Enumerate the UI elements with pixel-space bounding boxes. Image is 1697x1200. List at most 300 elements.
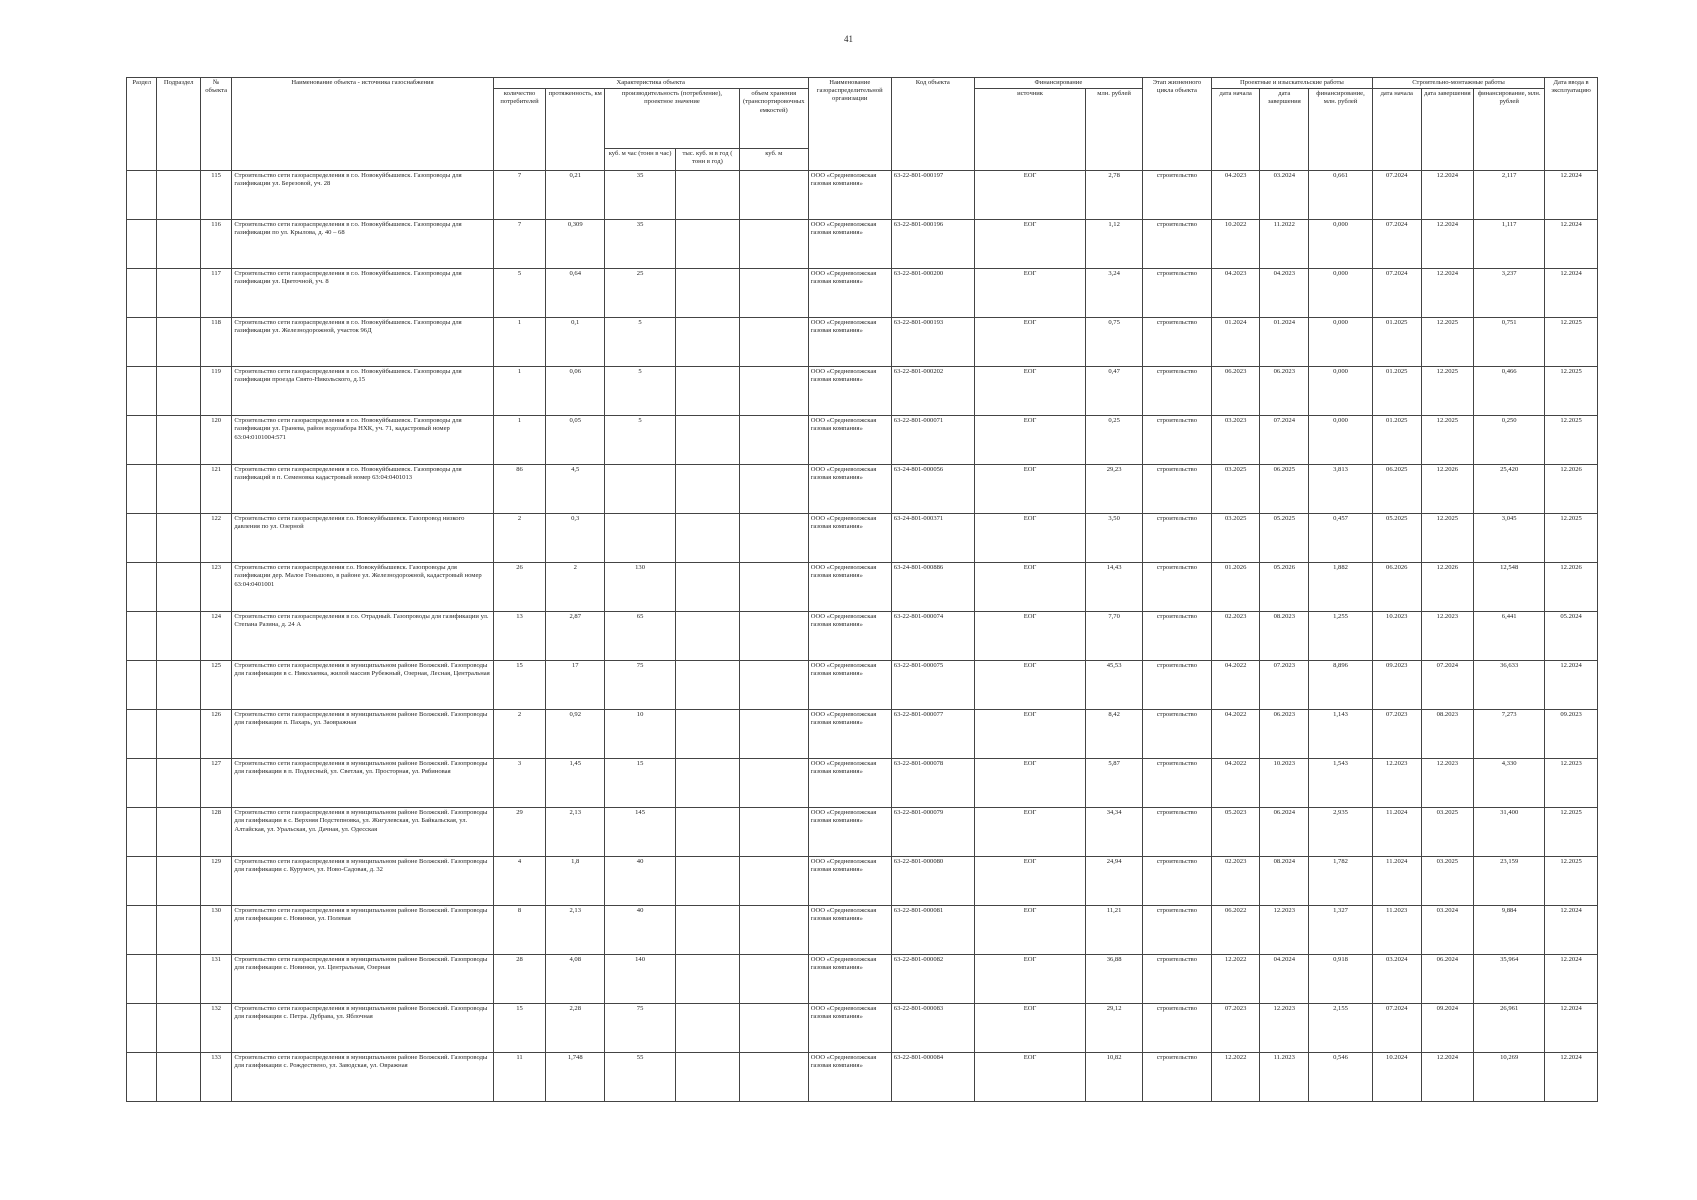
cell-construction-end: 07.2024 xyxy=(1421,661,1474,710)
cell-object-code: 63-24-801-000371 xyxy=(891,514,974,563)
cell-design-start: 01.2024 xyxy=(1211,318,1260,367)
header-length: протяженность, км xyxy=(546,89,605,171)
cell-commission-date: 12.2025 xyxy=(1545,416,1598,465)
cell-length: 0,06 xyxy=(546,367,605,416)
cell-design-end: 06.2025 xyxy=(1260,465,1309,514)
cell-object-name: Строительство сети газораспределения в муниципальном районе Волжский. Газопроводы для газификации в с. Верхняя Подстепновка, ул. Жигулевская, ул. Байкальская, ул. Алтайская, ул. Уральская, ул. Дачная, ул. Одесская xyxy=(232,808,493,857)
header-design-end: дата завершения xyxy=(1260,89,1309,171)
cell-podrazdel xyxy=(157,220,201,269)
cell-podrazdel xyxy=(157,416,201,465)
header-lifecycle-stage: Этап жизненного цикла объекта xyxy=(1142,78,1211,171)
cell-productivity-hour: 55 xyxy=(605,1053,676,1102)
cell-consumers: 2 xyxy=(493,514,546,563)
header-fin-source: источник xyxy=(974,89,1085,171)
cell-razdel xyxy=(127,1004,157,1053)
cell-fin-source: ЕОГ xyxy=(974,367,1085,416)
cell-productivity-year xyxy=(676,563,740,612)
cell-construction-start: 06.2026 xyxy=(1372,563,1421,612)
cell-object-code: 63-22-801-000196 xyxy=(891,220,974,269)
header-unit-hour: куб. м час (тонн в час) xyxy=(605,149,676,171)
cell-commission-date: 12.2024 xyxy=(1545,269,1598,318)
cell-podrazdel xyxy=(157,563,201,612)
cell-construction-start: 05.2025 xyxy=(1372,514,1421,563)
cell-storage xyxy=(739,612,808,661)
cell-productivity-year xyxy=(676,514,740,563)
cell-construction-fin: 36,633 xyxy=(1474,661,1545,710)
cell-commission-date: 12.2026 xyxy=(1545,465,1598,514)
cell-length: 2,87 xyxy=(546,612,605,661)
cell-lifecycle-stage: строительство xyxy=(1142,318,1211,367)
cell-construction-end: 03.2025 xyxy=(1421,857,1474,906)
cell-object-name: Строительство сети газораспределения в муниципальном районе Волжский. Газопроводы для газификации с. Новинки, ул. Центральная, Озерная xyxy=(232,955,493,1004)
cell-design-fin: 8,896 xyxy=(1309,661,1373,710)
gas-objects-table xyxy=(126,77,1598,1102)
cell-construction-fin: 10,269 xyxy=(1474,1053,1545,1102)
cell-fin-source: ЕОГ xyxy=(974,318,1085,367)
cell-length: 0,309 xyxy=(546,220,605,269)
cell-design-start: 06.2022 xyxy=(1211,906,1260,955)
cell-design-end: 05.2026 xyxy=(1260,563,1309,612)
header-razdel: Раздел xyxy=(127,78,157,171)
cell-productivity-hour: 140 xyxy=(605,955,676,1004)
header-consumers: количество потребителей xyxy=(493,89,546,171)
cell-productivity-hour: 65 xyxy=(605,612,676,661)
cell-object-number: 120 xyxy=(200,416,231,465)
cell-podrazdel xyxy=(157,661,201,710)
cell-productivity-hour: 145 xyxy=(605,808,676,857)
header-construction-start: дата начала xyxy=(1372,89,1421,171)
cell-productivity-year xyxy=(676,955,740,1004)
cell-length: 2,13 xyxy=(546,808,605,857)
header-object-code: Код объекта xyxy=(891,78,974,171)
cell-storage xyxy=(739,1004,808,1053)
cell-object-code: 63-22-801-000081 xyxy=(891,906,974,955)
cell-commission-date: 12.2024 xyxy=(1545,1053,1598,1102)
cell-design-end: 10.2023 xyxy=(1260,759,1309,808)
cell-lifecycle-stage: строительство xyxy=(1142,710,1211,759)
cell-design-end: 06.2023 xyxy=(1260,710,1309,759)
cell-object-name: Строительство сети газораспределения в г.о. Новокуйбышевск. Газопроводы для газификаций в п. Семеновка кадастровый номер 63:04:0401013 xyxy=(232,465,493,514)
cell-construction-fin: 9,884 xyxy=(1474,906,1545,955)
cell-razdel xyxy=(127,857,157,906)
cell-podrazdel xyxy=(157,1004,201,1053)
cell-productivity-year xyxy=(676,710,740,759)
cell-design-fin: 0,000 xyxy=(1309,220,1373,269)
cell-object-number: 130 xyxy=(200,906,231,955)
cell-design-start: 04.2022 xyxy=(1211,661,1260,710)
cell-razdel xyxy=(127,612,157,661)
cell-design-fin: 1,255 xyxy=(1309,612,1373,661)
cell-productivity-year xyxy=(676,808,740,857)
cell-design-end: 05.2025 xyxy=(1260,514,1309,563)
cell-fin-amount: 14,43 xyxy=(1086,563,1143,612)
cell-construction-end: 12.2025 xyxy=(1421,318,1474,367)
cell-length: 17 xyxy=(546,661,605,710)
cell-organization: ООО «Средневолжская газовая компания» xyxy=(808,563,891,612)
cell-podrazdel xyxy=(157,367,201,416)
table-row xyxy=(127,759,1598,808)
cell-length: 0,64 xyxy=(546,269,605,318)
cell-razdel xyxy=(127,465,157,514)
cell-razdel xyxy=(127,808,157,857)
cell-consumers: 5 xyxy=(493,269,546,318)
cell-construction-fin: 3,045 xyxy=(1474,514,1545,563)
cell-commission-date: 12.2025 xyxy=(1545,514,1598,563)
table-row xyxy=(127,906,1598,955)
cell-productivity-year xyxy=(676,906,740,955)
cell-construction-start: 01.2025 xyxy=(1372,318,1421,367)
cell-object-code: 63-22-801-000084 xyxy=(891,1053,974,1102)
cell-organization: ООО «Средневолжская газовая компания» xyxy=(808,465,891,514)
cell-construction-fin: 0,466 xyxy=(1474,367,1545,416)
cell-construction-start: 06.2025 xyxy=(1372,465,1421,514)
cell-construction-fin: 3,237 xyxy=(1474,269,1545,318)
cell-fin-source: ЕОГ xyxy=(974,465,1085,514)
table-row xyxy=(127,318,1598,367)
cell-commission-date: 12.2024 xyxy=(1545,220,1598,269)
cell-storage xyxy=(739,759,808,808)
cell-design-start: 07.2023 xyxy=(1211,1004,1260,1053)
table-row xyxy=(127,1053,1598,1102)
cell-productivity-hour: 40 xyxy=(605,906,676,955)
cell-lifecycle-stage: строительство xyxy=(1142,1053,1211,1102)
cell-consumers: 86 xyxy=(493,465,546,514)
cell-object-code: 63-22-801-000079 xyxy=(891,808,974,857)
cell-razdel xyxy=(127,416,157,465)
cell-organization: ООО «Средневолжская газовая компания» xyxy=(808,612,891,661)
cell-construction-start: 07.2023 xyxy=(1372,710,1421,759)
cell-storage xyxy=(739,220,808,269)
cell-consumers: 11 xyxy=(493,1053,546,1102)
cell-fin-amount: 0,25 xyxy=(1086,416,1143,465)
cell-design-start: 12.2022 xyxy=(1211,1053,1260,1102)
cell-design-end: 11.2022 xyxy=(1260,220,1309,269)
table-row xyxy=(127,710,1598,759)
cell-object-number: 125 xyxy=(200,661,231,710)
page-number: 41 xyxy=(844,34,853,44)
header-construction-fin: финансирование, млн. рублей xyxy=(1474,89,1545,171)
cell-length: 0,3 xyxy=(546,514,605,563)
table-row xyxy=(127,367,1598,416)
cell-storage xyxy=(739,318,808,367)
cell-storage xyxy=(739,1053,808,1102)
cell-productivity-year xyxy=(676,220,740,269)
cell-fin-source: ЕОГ xyxy=(974,759,1085,808)
cell-object-code: 63-22-801-000083 xyxy=(891,1004,974,1053)
cell-construction-start: 12.2023 xyxy=(1372,759,1421,808)
cell-podrazdel xyxy=(157,171,201,220)
cell-fin-source: ЕОГ xyxy=(974,171,1085,220)
cell-design-end: 12.2023 xyxy=(1260,1004,1309,1053)
cell-fin-amount: 1,12 xyxy=(1086,220,1143,269)
cell-object-number: 115 xyxy=(200,171,231,220)
table-row xyxy=(127,220,1598,269)
cell-construction-end: 12.2023 xyxy=(1421,759,1474,808)
cell-design-fin: 0,457 xyxy=(1309,514,1373,563)
cell-fin-amount: 10,82 xyxy=(1086,1053,1143,1102)
cell-design-fin: 3,813 xyxy=(1309,465,1373,514)
table-row xyxy=(127,857,1598,906)
cell-lifecycle-stage: строительство xyxy=(1142,220,1211,269)
cell-object-code: 63-22-801-000078 xyxy=(891,759,974,808)
cell-length: 1,748 xyxy=(546,1053,605,1102)
cell-construction-fin: 0,250 xyxy=(1474,416,1545,465)
cell-object-name: Строительство сети газораспределения в г.о. Новокуйбышевск. Газопроводы для газификации по ул. Крылова, д. 40 – 68 xyxy=(232,220,493,269)
cell-design-fin: 0,000 xyxy=(1309,416,1373,465)
cell-object-number: 131 xyxy=(200,955,231,1004)
cell-construction-end: 12.2025 xyxy=(1421,514,1474,563)
cell-design-end: 03.2024 xyxy=(1260,171,1309,220)
cell-productivity-year xyxy=(676,318,740,367)
cell-object-code: 63-22-801-000071 xyxy=(891,416,974,465)
cell-design-fin: 1,543 xyxy=(1309,759,1373,808)
cell-storage xyxy=(739,416,808,465)
cell-design-start: 12.2022 xyxy=(1211,955,1260,1004)
cell-construction-start: 11.2024 xyxy=(1372,808,1421,857)
cell-productivity-year xyxy=(676,269,740,318)
cell-object-code: 63-22-801-000080 xyxy=(891,857,974,906)
cell-productivity-hour: 5 xyxy=(605,318,676,367)
cell-construction-fin: 1,117 xyxy=(1474,220,1545,269)
header-object-number: № объекта xyxy=(200,78,231,171)
cell-productivity-hour: 10 xyxy=(605,710,676,759)
cell-fin-amount: 29,23 xyxy=(1086,465,1143,514)
cell-consumers: 28 xyxy=(493,955,546,1004)
table-row xyxy=(127,416,1598,465)
cell-productivity-hour: 15 xyxy=(605,759,676,808)
cell-design-end: 01.2024 xyxy=(1260,318,1309,367)
cell-productivity-hour: 25 xyxy=(605,269,676,318)
cell-productivity-year xyxy=(676,759,740,808)
cell-length: 4,5 xyxy=(546,465,605,514)
cell-organization: ООО «Средневолжская газовая компания» xyxy=(808,955,891,1004)
cell-object-code: 63-22-801-000193 xyxy=(891,318,974,367)
cell-lifecycle-stage: строительство xyxy=(1142,1004,1211,1053)
cell-object-code: 63-22-801-000197 xyxy=(891,171,974,220)
header-commission-date: Дата ввода в эксплуатацию xyxy=(1545,78,1598,171)
table-body xyxy=(127,171,1598,1102)
cell-fin-amount: 34,34 xyxy=(1086,808,1143,857)
cell-design-start: 10.2022 xyxy=(1211,220,1260,269)
cell-podrazdel xyxy=(157,759,201,808)
cell-lifecycle-stage: строительство xyxy=(1142,857,1211,906)
cell-podrazdel xyxy=(157,465,201,514)
cell-consumers: 3 xyxy=(493,759,546,808)
cell-consumers: 7 xyxy=(493,220,546,269)
cell-consumers: 15 xyxy=(493,1004,546,1053)
cell-object-name: Строительство сети газораспределения в г.о. Новокуйбышевск. Газопроводы для газификации ул. Железнодорожной, участок 96Д xyxy=(232,318,493,367)
cell-object-name: Строительство сети газораспределения в муниципальном районе Волжский. Газопроводы для газификации п. Пахарь, ул. Заовражная xyxy=(232,710,493,759)
cell-storage xyxy=(739,465,808,514)
cell-fin-source: ЕОГ xyxy=(974,955,1085,1004)
header-podrazdel: Подраздел xyxy=(157,78,201,171)
cell-consumers: 26 xyxy=(493,563,546,612)
cell-fin-source: ЕОГ xyxy=(974,1004,1085,1053)
cell-podrazdel xyxy=(157,514,201,563)
cell-construction-end: 12.2026 xyxy=(1421,465,1474,514)
cell-productivity-year xyxy=(676,612,740,661)
cell-construction-start: 01.2025 xyxy=(1372,367,1421,416)
cell-construction-end: 12.2024 xyxy=(1421,269,1474,318)
cell-design-start: 05.2023 xyxy=(1211,808,1260,857)
cell-fin-amount: 3,50 xyxy=(1086,514,1143,563)
cell-fin-amount: 36,88 xyxy=(1086,955,1143,1004)
table-row xyxy=(127,612,1598,661)
cell-fin-source: ЕОГ xyxy=(974,269,1085,318)
cell-object-number: 129 xyxy=(200,857,231,906)
cell-design-end: 12.2023 xyxy=(1260,906,1309,955)
cell-design-end: 08.2023 xyxy=(1260,612,1309,661)
cell-construction-fin: 35,964 xyxy=(1474,955,1545,1004)
cell-object-number: 133 xyxy=(200,1053,231,1102)
cell-lifecycle-stage: строительство xyxy=(1142,612,1211,661)
cell-razdel xyxy=(127,710,157,759)
cell-fin-source: ЕОГ xyxy=(974,906,1085,955)
cell-construction-end: 08.2023 xyxy=(1421,710,1474,759)
header-unit-year: тыс. куб. м в год ( тонн в год) xyxy=(676,149,740,171)
cell-fin-amount: 29,12 xyxy=(1086,1004,1143,1053)
cell-lifecycle-stage: строительство xyxy=(1142,171,1211,220)
cell-organization: ООО «Средневолжская газовая компания» xyxy=(808,514,891,563)
cell-design-end: 08.2024 xyxy=(1260,857,1309,906)
cell-construction-end: 06.2024 xyxy=(1421,955,1474,1004)
cell-fin-amount: 24,94 xyxy=(1086,857,1143,906)
cell-design-start: 03.2025 xyxy=(1211,514,1260,563)
cell-length: 1,8 xyxy=(546,857,605,906)
cell-commission-date: 12.2025 xyxy=(1545,367,1598,416)
cell-podrazdel xyxy=(157,710,201,759)
cell-object-name: Строительство сети газораспределения в г.о. Новокуйбышевск. Газопроводы для газификации проезда Свято-Никольского, д.15 xyxy=(232,367,493,416)
cell-productivity-hour: 40 xyxy=(605,857,676,906)
cell-podrazdel xyxy=(157,318,201,367)
cell-object-number: 121 xyxy=(200,465,231,514)
cell-commission-date: 12.2024 xyxy=(1545,661,1598,710)
cell-object-name: Строительство сети газораспределения в муниципальном районе Волжский. Газопроводы для газификации в с. Николаевка, жилой массив Рубежный, Озерная, Лесная, Центральная xyxy=(232,661,493,710)
cell-lifecycle-stage: строительство xyxy=(1142,514,1211,563)
cell-organization: ООО «Средневолжская газовая компания» xyxy=(808,367,891,416)
header-organization: Наименование газораспределительной организации xyxy=(808,78,891,171)
cell-podrazdel xyxy=(157,1053,201,1102)
cell-organization: ООО «Средневолжская газовая компания» xyxy=(808,318,891,367)
cell-productivity-hour: 5 xyxy=(605,416,676,465)
cell-storage xyxy=(739,514,808,563)
cell-storage xyxy=(739,563,808,612)
table-row xyxy=(127,465,1598,514)
table-row xyxy=(127,1004,1598,1053)
cell-organization: ООО «Средневолжская газовая компания» xyxy=(808,416,891,465)
cell-lifecycle-stage: строительство xyxy=(1142,367,1211,416)
cell-organization: ООО «Средневолжская газовая компания» xyxy=(808,1004,891,1053)
cell-organization: ООО «Средневолжская газовая компания» xyxy=(808,808,891,857)
cell-design-fin: 1,882 xyxy=(1309,563,1373,612)
cell-object-code: 63-22-801-000075 xyxy=(891,661,974,710)
cell-object-name: Строительство сети газораспределения в муниципальном районе Волжский. Газопроводы для газификации с. Курумоч, ул. Ново-Садовая, д. 32 xyxy=(232,857,493,906)
cell-construction-end: 12.2024 xyxy=(1421,171,1474,220)
cell-construction-fin: 12,548 xyxy=(1474,563,1545,612)
cell-consumers: 2 xyxy=(493,710,546,759)
cell-storage xyxy=(739,367,808,416)
cell-consumers: 4 xyxy=(493,857,546,906)
cell-fin-source: ЕОГ xyxy=(974,514,1085,563)
cell-design-fin: 1,143 xyxy=(1309,710,1373,759)
cell-productivity-hour xyxy=(605,465,676,514)
cell-fin-source: ЕОГ xyxy=(974,563,1085,612)
cell-commission-date: 12.2024 xyxy=(1545,906,1598,955)
cell-razdel xyxy=(127,171,157,220)
cell-design-start: 04.2022 xyxy=(1211,710,1260,759)
cell-fin-amount: 45,53 xyxy=(1086,661,1143,710)
cell-productivity-year xyxy=(676,857,740,906)
cell-construction-start: 07.2024 xyxy=(1372,1004,1421,1053)
cell-object-code: 63-24-801-000886 xyxy=(891,563,974,612)
cell-design-start: 04.2022 xyxy=(1211,759,1260,808)
cell-consumers: 8 xyxy=(493,906,546,955)
cell-podrazdel xyxy=(157,808,201,857)
cell-object-code: 63-22-801-000200 xyxy=(891,269,974,318)
cell-consumers: 7 xyxy=(493,171,546,220)
cell-lifecycle-stage: строительство xyxy=(1142,269,1211,318)
cell-productivity-hour: 75 xyxy=(605,1004,676,1053)
cell-razdel xyxy=(127,514,157,563)
table-row xyxy=(127,808,1598,857)
cell-design-start: 04.2023 xyxy=(1211,269,1260,318)
cell-object-number: 132 xyxy=(200,1004,231,1053)
cell-storage xyxy=(739,171,808,220)
cell-object-number: 127 xyxy=(200,759,231,808)
cell-productivity-year xyxy=(676,367,740,416)
header-unit-m3: куб. м xyxy=(739,149,808,171)
cell-object-name: Строительство сети газораспределения в муниципальном районе Волжский. Газопроводы для газификации с. Петра. Дубрава, ул. Яблочная xyxy=(232,1004,493,1053)
cell-razdel xyxy=(127,318,157,367)
cell-productivity-hour xyxy=(605,514,676,563)
cell-consumers: 29 xyxy=(493,808,546,857)
table-row xyxy=(127,269,1598,318)
cell-design-start: 03.2023 xyxy=(1211,416,1260,465)
cell-podrazdel xyxy=(157,955,201,1004)
cell-storage xyxy=(739,955,808,1004)
cell-lifecycle-stage: строительство xyxy=(1142,808,1211,857)
cell-commission-date: 05.2024 xyxy=(1545,612,1598,661)
cell-construction-end: 12.2024 xyxy=(1421,220,1474,269)
cell-design-end: 07.2024 xyxy=(1260,416,1309,465)
cell-razdel xyxy=(127,906,157,955)
cell-storage xyxy=(739,661,808,710)
cell-razdel xyxy=(127,367,157,416)
cell-fin-amount: 2,78 xyxy=(1086,171,1143,220)
cell-object-code: 63-22-801-000077 xyxy=(891,710,974,759)
cell-length: 1,45 xyxy=(546,759,605,808)
cell-construction-start: 11.2023 xyxy=(1372,906,1421,955)
cell-object-name: Строительство сети газораспределения в муниципальном районе Волжский. Газопроводы для газификации в п. Подлесный, ул. Светлая, ул. Просторная, ул. Рябиновая xyxy=(232,759,493,808)
cell-storage xyxy=(739,808,808,857)
cell-lifecycle-stage: строительство xyxy=(1142,416,1211,465)
cell-object-name: Строительство сети газораспределения в г.о. Новокуйбышевск. Газопроводы для газификации ул. Цветочной, уч. 8 xyxy=(232,269,493,318)
cell-productivity-hour: 75 xyxy=(605,661,676,710)
cell-construction-fin: 4,330 xyxy=(1474,759,1545,808)
cell-commission-date: 12.2026 xyxy=(1545,563,1598,612)
cell-lifecycle-stage: строительство xyxy=(1142,955,1211,1004)
cell-length: 4,08 xyxy=(546,955,605,1004)
cell-object-name: Строительство сети газораспределения в муниципальном районе Волжский. Газопроводы для газификации с. Рождествено, ул. Заводская, ул. Овражная xyxy=(232,1053,493,1102)
cell-organization: ООО «Средневолжская газовая компания» xyxy=(808,759,891,808)
cell-construction-start: 07.2024 xyxy=(1372,220,1421,269)
cell-storage xyxy=(739,710,808,759)
cell-object-name: Строительство сети газораспределения г.о. Новокуйбышевск. Газопроводы для газификации дер. Малое Гоньшово, в районе ул. Железнодорожной, кадастровый номер 63:04:0401001 xyxy=(232,563,493,612)
cell-organization: ООО «Средневолжская газовая компания» xyxy=(808,661,891,710)
table-row xyxy=(127,171,1598,220)
cell-construction-end: 03.2024 xyxy=(1421,906,1474,955)
cell-construction-fin: 26,961 xyxy=(1474,1004,1545,1053)
